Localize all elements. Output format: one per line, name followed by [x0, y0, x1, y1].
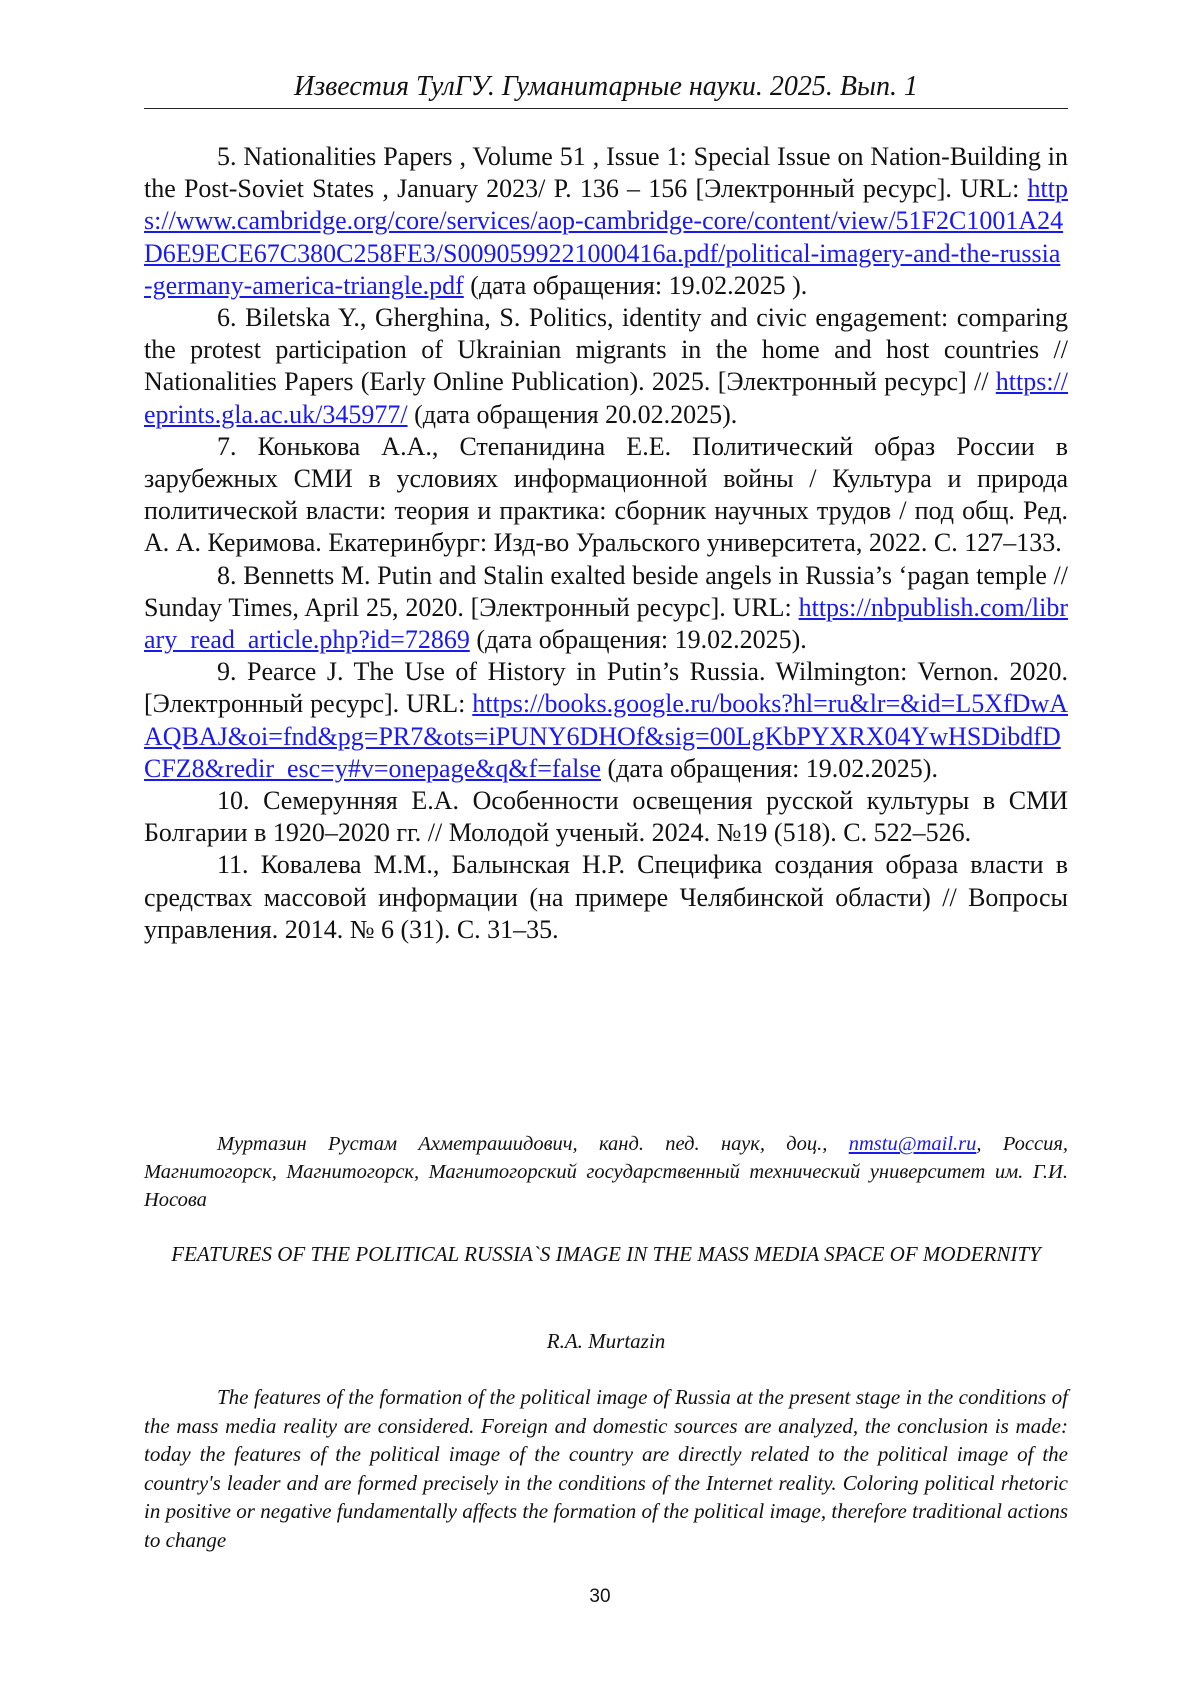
page-number: 30: [589, 1586, 611, 1607]
reference-access-date: (дата обращения: 19.02.2025).: [600, 753, 938, 783]
reference-item: [144, 141, 1068, 302]
author-name-degree: Муртазин Рустам Ахметрашидович, канд. пед. наук, доц.,: [217, 1133, 849, 1155]
english-author: R.A. Murtazin: [546, 1329, 666, 1353]
reference-item: [144, 656, 1068, 785]
author-affiliation: , Россия, Магнитогорск, Магнитогорск, Магнитогорский государственный технический университет им. Г.И. Носова: [144, 1133, 1068, 1211]
english-title: FEATURES OF THE POLITICAL RUSSIA`S IMAGE IN THE MASS MEDIA SPACE OF MODERNITY: [171, 1242, 1041, 1266]
reference-access-date: (дата обращения: 19.02.2025 ).: [463, 270, 808, 300]
reference-link[interactable]: https://books.google.ru/books?hl=ru&lr=&id=L5XfDwAAQBAJ&oi=fnd&pg=PR7&ots=iPUNY6DHOf&sig=00LgKbPYXRX04YwHSDibdfDCFZ8&redir_esc=y#v=onepage&q&f=false: [144, 689, 1068, 783]
reference-text: 10. Семерунняя Е.А. Особенности освещения русской культуры в СМИ Болгарии в 1920–2020 гг. // Молодой ученый. 2024. №19 (518). С. 522–526.: [144, 786, 1068, 848]
reference-text: 5. Nationalities Papers , Volume 51 , Issue 1: Special Issue on Nation-Building in the Post-Soviet States , January 2023/ P. 136 – 156 [Электронный ресурс]. URL:: [144, 142, 1068, 204]
reference-access-date: (дата обращения 20.02.2025).: [407, 399, 738, 429]
reference-text: 9. Pearce J. The Use of History in Putin’s Russia. Wilmington: Vernon. 2020. [Электронный ресурс]. URL:: [144, 657, 1068, 719]
author-info: [144, 1130, 1068, 1214]
reference-text: 8. Bennetts M. Putin and Stalin exalted beside angels in Russia’s ‘pagan temple // Sunday Times, April 25, 2020. [Электронный ресурс]. URL:: [144, 560, 1068, 622]
journal-header: Известия ТулГУ. Гуманитарные науки. 2025. Вып. 1: [144, 68, 1068, 109]
reference-item: [144, 560, 1068, 657]
reference-link[interactable]: https://eprints.gla.ac.uk/345977/: [144, 367, 1068, 429]
reference-item: [144, 431, 1068, 560]
reference-item: [144, 302, 1068, 431]
reference-text: 7. Конькова А.А., Степанидина Е.Е. Политический образ России в зарубежных СМИ в условиях информационной войны / Культура и природа политической власти: теория и практика: сборник научных трудов / под общ. Ред. А. А. Керимова. Екатеринбург: Изд-во Уральского университета, 2022. С. 127–133.: [144, 431, 1068, 558]
reference-link[interactable]: https://nbpublish.com/library_read_article.php?id=72869: [144, 592, 1068, 655]
english-abstract: The features of the formation of the political image of Russia at the present stage in the conditions of the mass media reality are considered. Foreign and domestic sources are analyzed, the conclusion is made: today the features of the political image of the country are directly related to the political image of the country's leader and are formed precisely in the conditions of the Internet reality. Coloring political rhetoric in positive or negative fundamentally affects the formation of the political image, therefore traditional actions to change: [144, 1385, 1068, 1552]
reference-item: [144, 849, 1068, 946]
reference-access-date: (дата обращения: 19.02.2025).: [469, 625, 807, 655]
reference-text: 11. Ковалева М.М., Балынская Н.Р. Специфика создания образа власти в средствах массовой информации (на примере Челябинской области) // Вопросы управления. 2014. № 6 (31). С. 31–35.: [144, 850, 1068, 944]
author-email-link[interactable]: nmstu@mail.ru: [848, 1133, 977, 1155]
reference-link[interactable]: https://www.cambridge.org/core/services/aop-cambridge-core/content/view/51F2C1001A24D6E9ECE67C380C258FE3/S0090599221000416a.pdf/political-imagery-and-the-russia-germany-america-triangle.pdf: [144, 174, 1068, 300]
reference-list: [144, 141, 1068, 946]
reference-text: 6. Biletska Y., Gherghina, S. Politics, identity and civic engagement: comparing the protest participation of Ukrainian migrants in the home and host countries // Nationalities Papers (Early Online Publication). 2025. [Электронный ресурс] //: [144, 303, 1068, 397]
reference-item: [144, 785, 1068, 849]
